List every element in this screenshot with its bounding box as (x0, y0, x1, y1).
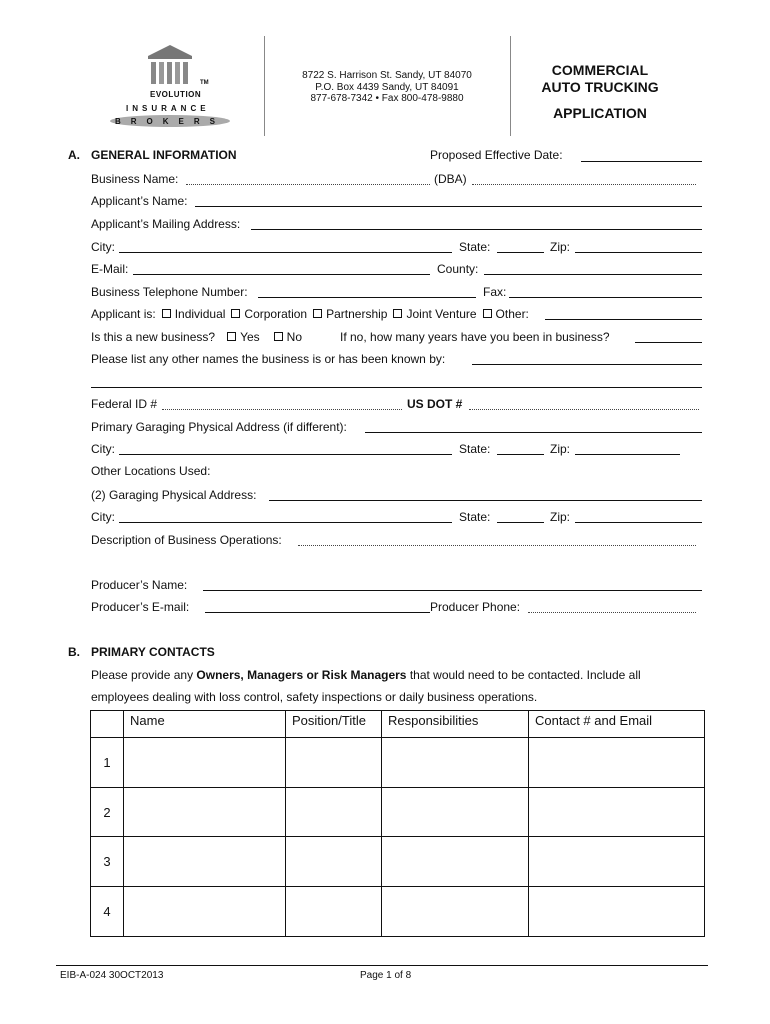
city-field-2[interactable] (119, 454, 452, 455)
effective-date-field[interactable] (581, 161, 702, 162)
zip-field[interactable] (575, 252, 702, 253)
business-name-label: Business Name: (91, 172, 179, 186)
producer-name-field[interactable] (203, 590, 702, 591)
partnership-label: Partnership (326, 307, 388, 321)
section-b-intro (91, 668, 641, 682)
page-number: Page 1 of 8 (360, 970, 412, 981)
zip-label: Zip: (550, 240, 571, 254)
header-cell-name: Name (124, 711, 286, 738)
usdot-field[interactable] (469, 409, 699, 410)
row-number: 1 (91, 738, 124, 788)
other-locations-label: Other Locations Used: (91, 464, 211, 478)
producer-email-field[interactable] (205, 612, 430, 613)
row-number: 4 (91, 887, 124, 937)
individual-label: Individual (174, 307, 226, 321)
position-cell[interactable] (286, 738, 382, 788)
mailing-address-field[interactable] (251, 229, 702, 230)
row-number: 2 (91, 788, 124, 837)
table-row (91, 837, 705, 887)
logo-tm: TM (200, 80, 209, 86)
header-cell-contact: Contact # and Email (529, 711, 705, 738)
county-label: County: (437, 262, 479, 276)
joint-venture-label: Joint Venture (406, 307, 477, 321)
producer-email-label: Producer’s E-mail: (91, 600, 190, 614)
address-line-1: 8722 S. Harrison St. Sandy, UT 84070 (302, 70, 472, 81)
city-label-2: City: (91, 442, 115, 456)
description-label: Description of Business Operations: (91, 533, 282, 547)
other-label: Other: (495, 307, 529, 321)
fax-field[interactable] (509, 297, 702, 298)
individual-checkbox[interactable] (162, 309, 171, 318)
form-title (518, 62, 682, 122)
other-names-label: Please list any other names the business is or has been known by: (91, 352, 446, 366)
state-field-3[interactable] (497, 522, 544, 523)
effective-date-label: Proposed Effective Date: (430, 148, 563, 162)
name-cell[interactable] (124, 788, 286, 837)
county-field[interactable] (484, 274, 702, 275)
section-a-heading: GENERAL INFORMATION (91, 148, 237, 162)
position-cell[interactable] (286, 837, 382, 887)
intro-text-post: that would need to be contacted. Include all (406, 668, 641, 682)
name-cell[interactable] (124, 738, 286, 788)
header-divider-left (264, 36, 265, 136)
years-in-business-label: If no, how many years have you been in business? (340, 330, 610, 344)
header-divider-right (510, 36, 511, 136)
city-label: City: (91, 240, 115, 254)
responsibilities-cell[interactable] (382, 837, 529, 887)
footer-divider (56, 965, 708, 966)
contact-cell[interactable] (529, 837, 705, 887)
other-names-field[interactable] (472, 364, 702, 365)
header-cell-responsibilities: Responsibilities (382, 711, 529, 738)
header-cell-index (91, 711, 124, 738)
state-label-3: State: (459, 510, 491, 524)
producer-phone-label: Producer Phone: (430, 600, 521, 614)
title-line-1: COMMERCIAL (551, 62, 649, 78)
logo-line3: BROKERS (115, 117, 226, 126)
form-id: EIB-A-024 30OCT2013 (60, 970, 164, 981)
new-business-row (91, 330, 302, 344)
company-logo (108, 42, 232, 130)
garaging-address-2-field[interactable] (269, 500, 702, 501)
new-business-label: Is this a new business? (91, 330, 216, 344)
name-cell[interactable] (124, 837, 286, 887)
contact-cell[interactable] (529, 887, 705, 937)
responsibilities-cell[interactable] (382, 738, 529, 788)
address-line-3: 877-678-7342 • Fax 800-478-9880 (310, 93, 464, 104)
corporation-checkbox[interactable] (231, 309, 240, 318)
yes-checkbox[interactable] (227, 332, 236, 341)
table-row (91, 788, 705, 837)
logo-line2: INSURANCE (126, 104, 210, 113)
name-cell[interactable] (124, 887, 286, 937)
contact-cell[interactable] (529, 788, 705, 837)
state-field[interactable] (497, 252, 544, 253)
row-number: 3 (91, 837, 124, 887)
zip-label-3: Zip: (550, 510, 571, 524)
corporation-label: Corporation (244, 307, 308, 321)
zip-field-3[interactable] (575, 522, 702, 523)
city-field-3[interactable] (119, 522, 452, 523)
dba-field[interactable] (472, 184, 696, 185)
business-name-field[interactable] (186, 184, 430, 185)
phone-field[interactable] (258, 297, 476, 298)
title-line-3: APPLICATION (553, 105, 647, 121)
responsibilities-cell[interactable] (382, 887, 529, 937)
fax-label: Fax: (483, 285, 507, 299)
other-names-field-2[interactable] (91, 387, 702, 388)
producer-name-label: Producer’s Name: (91, 578, 188, 592)
producer-phone-field[interactable] (528, 612, 696, 613)
applicant-name-label: Applicant’s Name: (91, 194, 188, 208)
garaging-address-label: Primary Garaging Physical Address (if different): (91, 420, 347, 434)
table-row (91, 887, 705, 937)
federal-id-label: Federal ID # (91, 397, 158, 411)
section-a-letter: A. (68, 148, 80, 162)
email-field[interactable] (133, 274, 430, 275)
applicant-type-row (91, 307, 529, 321)
other-checkbox[interactable] (483, 309, 492, 318)
garaging-address-field[interactable] (365, 432, 702, 433)
state-label-2: State: (459, 442, 491, 456)
intro-text-pre: Please provide any (91, 668, 197, 682)
description-field[interactable] (298, 545, 696, 546)
primary-contacts-table (90, 710, 705, 937)
section-b-intro-line2: employees dealing with loss control, safety inspections or daily business operations. (91, 690, 538, 704)
section-b-letter: B. (68, 645, 80, 659)
other-type-field[interactable] (545, 319, 702, 320)
joint-venture-checkbox[interactable] (393, 309, 402, 318)
table-row (91, 738, 705, 788)
section-b-heading: PRIMARY CONTACTS (91, 645, 215, 659)
no-label: No (286, 330, 302, 344)
no-checkbox[interactable] (274, 332, 283, 341)
yes-label: Yes (240, 330, 260, 344)
phone-label: Business Telephone Number: (91, 285, 248, 299)
garaging-address-2-label: (2) Garaging Physical Address: (91, 488, 257, 502)
position-cell[interactable] (286, 788, 382, 837)
title-line-2: AUTO TRUCKING (541, 79, 659, 95)
city-label-3: City: (91, 510, 115, 524)
years-in-business-field[interactable] (635, 342, 702, 343)
logo-line1: EVOLUTION (150, 90, 202, 99)
state-field-2[interactable] (497, 454, 544, 455)
contact-cell[interactable] (529, 738, 705, 788)
state-label: State: (459, 240, 491, 254)
zip-label-2: Zip: (550, 442, 571, 456)
applicant-is-label: Applicant is: (91, 307, 156, 321)
mailing-address-label: Applicant’s Mailing Address: (91, 217, 241, 231)
zip-field-2[interactable] (575, 454, 680, 455)
city-field[interactable] (119, 252, 452, 253)
address-line-2: P.O. Box 4439 Sandy, UT 84091 (315, 81, 459, 93)
usdot-label: US DOT # (407, 397, 463, 411)
intro-text-bold: Owners, Managers or Risk Managers (196, 668, 407, 682)
position-cell[interactable] (286, 887, 382, 937)
table-header-row (91, 711, 705, 738)
email-label: E-Mail: (91, 262, 129, 276)
responsibilities-cell[interactable] (382, 788, 529, 837)
dba-label: (DBA) (434, 172, 467, 186)
federal-id-field[interactable] (162, 409, 402, 410)
header-cell-position: Position/Title (286, 711, 382, 738)
applicant-name-field[interactable] (195, 206, 702, 207)
partnership-checkbox[interactable] (313, 309, 322, 318)
company-address (276, 70, 498, 105)
